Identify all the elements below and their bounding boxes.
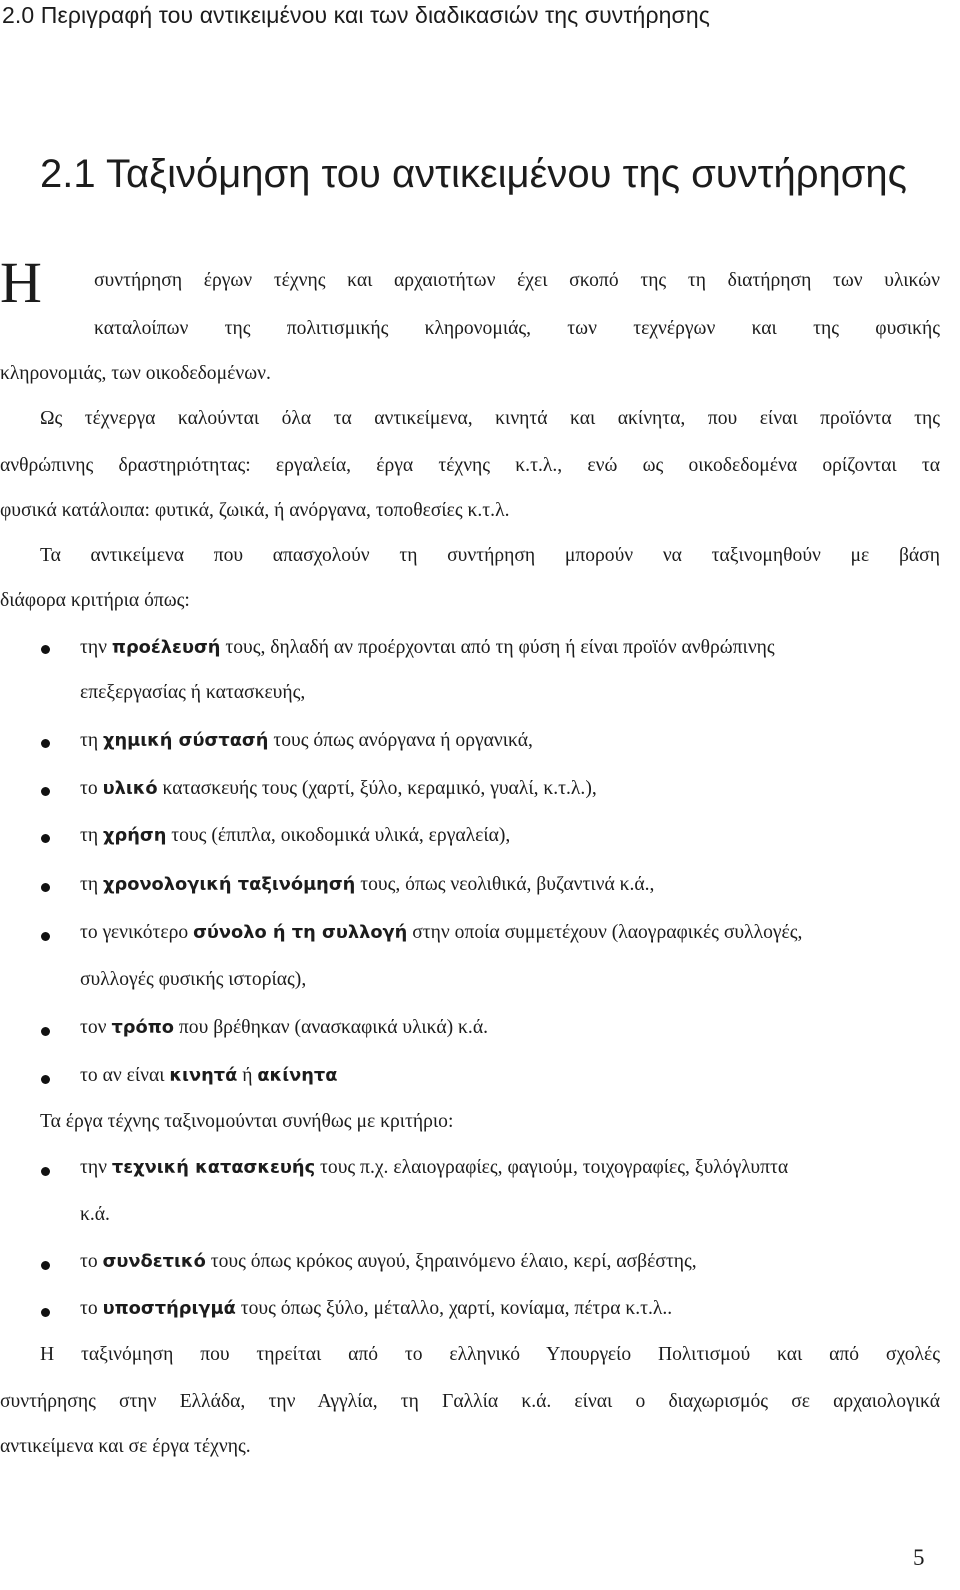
- paragraph-line: αντικείμενα και σε έργα τέχνης.: [0, 1436, 251, 1457]
- paragraph-line: διάφορα κριτήρια όπως:: [0, 590, 190, 611]
- list-item: το συνδετικό τους όπως κρόκος αυγού, ξηραινόμενο έλαιο, κερί, ασβέστης,: [80, 1251, 697, 1272]
- paragraph-line: ανθρώπινης δραστηριότητας: εργαλεία, έργα τέχνης κ.τ.λ., ενώ ως οικοδεδομένα ορίζονται τα: [0, 455, 940, 476]
- drop-cap: Η: [0, 250, 42, 315]
- paragraph-line: φυσικά κατάλοιπα: φυτικά, ζωικά, ή ανόργανα, τοποθεσίες κ.τ.λ.: [0, 500, 510, 521]
- paragraph-line: συντήρηση έργων τέχνης και αρχαιοτήτων έχει σκοπό της τη διατήρηση των υλικών: [94, 270, 940, 291]
- bullet-icon: [41, 645, 50, 654]
- bullet-icon: [41, 883, 50, 892]
- bullet-icon: [41, 1308, 50, 1317]
- paragraph-line: καταλοίπων της πολιτισμικής κληρονομιάς, των τεχνέργων και της φυσικής: [94, 318, 940, 339]
- list-item: το αν είναι κινητά ή ακίνητα: [80, 1065, 338, 1086]
- page-number: 5: [913, 1545, 925, 1570]
- paragraph-line: κληρονομιάς, των οικοδεδομένων.: [0, 363, 271, 384]
- list-item-continuation: κ.ά.: [80, 1204, 110, 1225]
- list-item: το υποστήριγμά τους όπως ξύλο, μέταλλο, χαρτί, κονίαμα, πέτρα κ.τ.λ..: [80, 1298, 673, 1319]
- paragraph-line: Ως τέχνεργα καλούνται όλα τα αντικείμενα, κινητά και ακίνητα, που είναι προϊόντα της: [40, 408, 940, 429]
- bullet-icon: [41, 787, 50, 796]
- bullet-icon: [41, 1167, 50, 1176]
- section-title: 2.1 Ταξινόμηση του αντικειμένου της συντήρησης: [40, 152, 907, 196]
- list-item-continuation: επεξεργασίας ή κατασκευής,: [80, 682, 306, 703]
- paragraph-line: Η ταξινόμηση που τηρείται από το ελληνικό Υπουργείο Πολιτισμού και από σχολές: [40, 1344, 940, 1365]
- paragraph-line: συντήρησης στην Ελλάδα, την Αγγλία, τη Γαλλία κ.ά. είναι ο διαχωρισμός σε αρχαιολογικά: [0, 1391, 940, 1412]
- bullet-icon: [41, 932, 50, 941]
- list-item: τον τρόπο που βρέθηκαν (ανασκαφικά υλικά) κ.ά.: [80, 1017, 488, 1038]
- list-item: την τεχνική κατασκευής τους π.χ. ελαιογραφίες, φαγιούμ, τοιχογραφίες, ξυλόγλυπτα: [80, 1157, 789, 1178]
- paragraph-line: Τα αντικείμενα που απασχολούν τη συντήρηση μπορούν να ταξινομηθούν με βάση: [40, 545, 940, 566]
- bullet-icon: [41, 1261, 50, 1270]
- list-item: το γενικότερο σύνολο ή τη συλλογή στην οποία συμμετέχουν (λαογραφικές συλλογές,: [80, 922, 803, 943]
- list-item-continuation: συλλογές φυσικής ιστορίας),: [80, 969, 307, 990]
- list-item: την προέλευσή τους, δηλαδή αν προέρχονται από τη φύση ή είναι προϊόν ανθρώπινης: [80, 637, 775, 658]
- bullet-icon: [41, 834, 50, 843]
- list-item: το υλικό κατασκευής τους (χαρτί, ξύλο, κεραμικό, γυαλί, κ.τ.λ.),: [80, 778, 597, 799]
- list-item: τη χρήση τους (έπιπλα, οικοδομικά υλικά, εργαλεία),: [80, 825, 511, 846]
- bullet-icon: [41, 1075, 50, 1084]
- bullet-icon: [41, 1027, 50, 1036]
- paragraph-line: Τα έργα τέχνης ταξινομούνται συνήθως με κριτήριο:: [40, 1111, 454, 1132]
- list-item: τη χρονολογική ταξινόμησή τους, όπως νεολιθικά, βυζαντινά κ.ά.,: [80, 874, 655, 895]
- running-header: 2.0 Περιγραφή του αντικειμένου και των διαδικασιών της συντήρησης: [2, 2, 710, 28]
- list-item: τη χημική σύστασή τους όπως ανόργανα ή οργανικά,: [80, 730, 533, 751]
- bullet-icon: [41, 739, 50, 748]
